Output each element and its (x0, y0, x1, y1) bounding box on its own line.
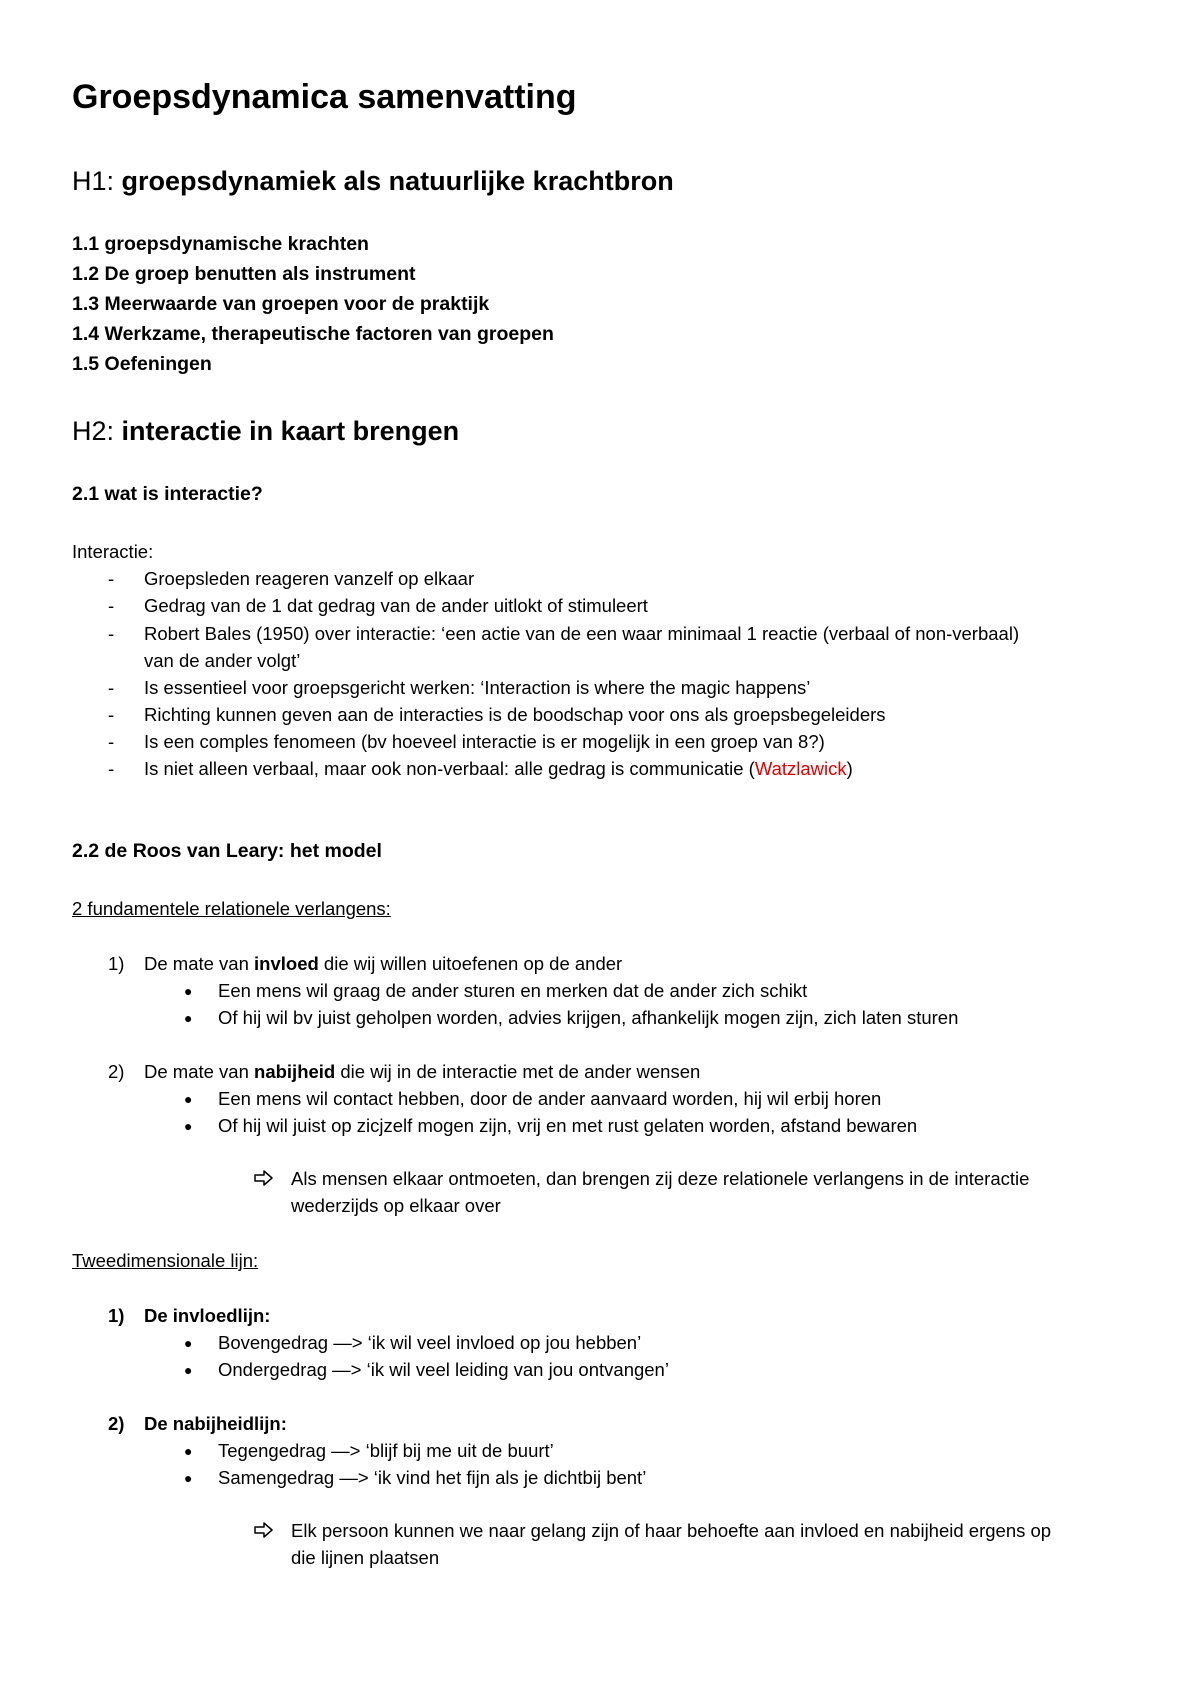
interactie-label: Interactie: (72, 541, 154, 562)
bullet-item: Bovengedrag —> ‘ik wil veel invloed op jou hebben’ (218, 1332, 642, 1353)
outline-right-arrow-icon (254, 1169, 274, 1187)
list-item-text-end: ) (846, 758, 853, 779)
list-item: Richting kunnen geven aan de interacties is de boodschap voor ons als groepsbegeleiders (144, 704, 886, 725)
chapter-2-heading (72, 416, 459, 447)
list-item-text: Is niet alleen verbaal, maar ook non-verbaal: alle gedrag is communicatie ( (144, 758, 755, 779)
list-number: 1) (108, 953, 125, 974)
section-2-1-title: 2.1 wat is interactie? (72, 483, 263, 505)
bullet-icon: ● (184, 1091, 193, 1107)
bullet-icon: ● (184, 1470, 193, 1486)
toc-item: 1.3 Meerwaarde van groepen voor de praktijk (72, 293, 490, 315)
list-item (144, 758, 853, 780)
invloedlijn-title: De invloedlijn: (144, 1305, 271, 1326)
conclusion-line: die lijnen plaatsen (291, 1547, 440, 1568)
verlangen-1-keyword: invloed (254, 953, 319, 974)
list-item: Gedrag van de 1 dat gedrag van de ander uitlokt of stimuleert (144, 595, 648, 616)
list-item: Is een comples fenomeen (bv hoeveel interactie is er mogelijk in een groep van 8?) (144, 731, 825, 752)
verlangens-label: 2 fundamentele relationele verlangens: (72, 898, 391, 919)
outline-right-arrow-icon (254, 1521, 274, 1539)
section-2-2-title: 2.2 de Roos van Leary: het model (72, 840, 382, 862)
bullet-item: Of hij wil bv juist geholpen worden, advies krijgen, afhankelijk mogen zijn, zich laten sturen (218, 1007, 959, 1028)
bullet-icon: ● (184, 1335, 193, 1351)
list-item: Is essentieel voor groepsgericht werken: ‘Interaction is where the magic happens’ (144, 677, 811, 698)
chapter-2-prefix: H2: (72, 416, 122, 446)
chapter-2-title: interactie in kaart brengen (121, 416, 460, 446)
toc-item: 1.1 groepsdynamische krachten (72, 233, 369, 255)
dash-marker: - (108, 677, 115, 698)
list-item: Robert Bales (1950) over interactie: ‘een actie van de een waar minimaal 1 reactie (verbaal of non-verbaal) (144, 623, 1020, 644)
conclusion-line: Als mensen elkaar ontmoeten, dan brengen zij deze relationele verlangens in de interactie (291, 1168, 1030, 1189)
watzlawick-reference: Watzlawick (754, 758, 847, 779)
toc-item: 1.2 De groep benutten als instrument (72, 263, 416, 285)
chapter-1-title: groepsdynamiek als natuurlijke krachtbron (121, 166, 674, 196)
verlangen-2-keyword: nabijheid (254, 1061, 336, 1082)
list-item: Groepsleden reageren vanzelf op elkaar (144, 568, 475, 589)
chapter-1-heading (72, 166, 674, 197)
conclusion-line: Elk persoon kunnen we naar gelang zijn of haar behoefte aan invloed en nabijheid ergens op (291, 1520, 1052, 1541)
tweedimensionale-label: Tweedimensionale lijn: (72, 1250, 259, 1271)
verlangen-2-before: De mate van (144, 1061, 255, 1082)
list-number: 2) (108, 1413, 125, 1434)
nabijheidlijn-title: De nabijheidlijn: (144, 1413, 287, 1434)
document-title: Groepsdynamica samenvatting (72, 78, 577, 116)
bullet-item: Ondergedrag —> ‘ik wil veel leiding van jou ontvangen’ (218, 1359, 669, 1380)
bullet-icon: ● (184, 1118, 193, 1134)
dash-marker: - (108, 595, 115, 616)
verlangen-1 (144, 953, 622, 975)
conclusion-line: wederzijds op elkaar over (291, 1195, 501, 1216)
verlangen-2 (144, 1061, 700, 1083)
dash-marker: - (108, 704, 115, 725)
dash-marker: - (108, 758, 115, 779)
list-item-continuation: van de ander volgt’ (144, 650, 301, 671)
list-number: 1) (108, 1305, 125, 1326)
bullet-item: Samengedrag —> ‘ik vind het fijn als je dichtbij bent’ (218, 1467, 647, 1488)
toc-item: 1.5 Oefeningen (72, 353, 212, 375)
verlangen-1-after: die wij willen uitoefenen op de ander (318, 953, 623, 974)
verlangen-1-before: De mate van (144, 953, 255, 974)
toc-item: 1.4 Werkzame, therapeutische factoren van groepen (72, 323, 554, 345)
dash-marker: - (108, 623, 115, 644)
verlangen-2-after: die wij in de interactie met de ander wensen (335, 1061, 701, 1082)
chapter-1-prefix: H1: (72, 166, 122, 196)
bullet-item: Of hij wil juist op zicjzelf mogen zijn, vrij en met rust gelaten worden, afstand bewaren (218, 1115, 918, 1136)
dash-marker: - (108, 731, 115, 752)
list-number: 2) (108, 1061, 125, 1082)
bullet-item: Tegengedrag —> ‘blijf bij me uit de buurt’ (218, 1440, 554, 1461)
dash-marker: - (108, 568, 115, 589)
bullet-icon: ● (184, 1010, 193, 1026)
bullet-item: Een mens wil graag de ander sturen en merken dat de ander zich schikt (218, 980, 808, 1001)
bullet-item: Een mens wil contact hebben, door de ander aanvaard worden, hij wil erbij horen (218, 1088, 882, 1109)
bullet-icon: ● (184, 983, 193, 999)
bullet-icon: ● (184, 1362, 193, 1378)
bullet-icon: ● (184, 1443, 193, 1459)
